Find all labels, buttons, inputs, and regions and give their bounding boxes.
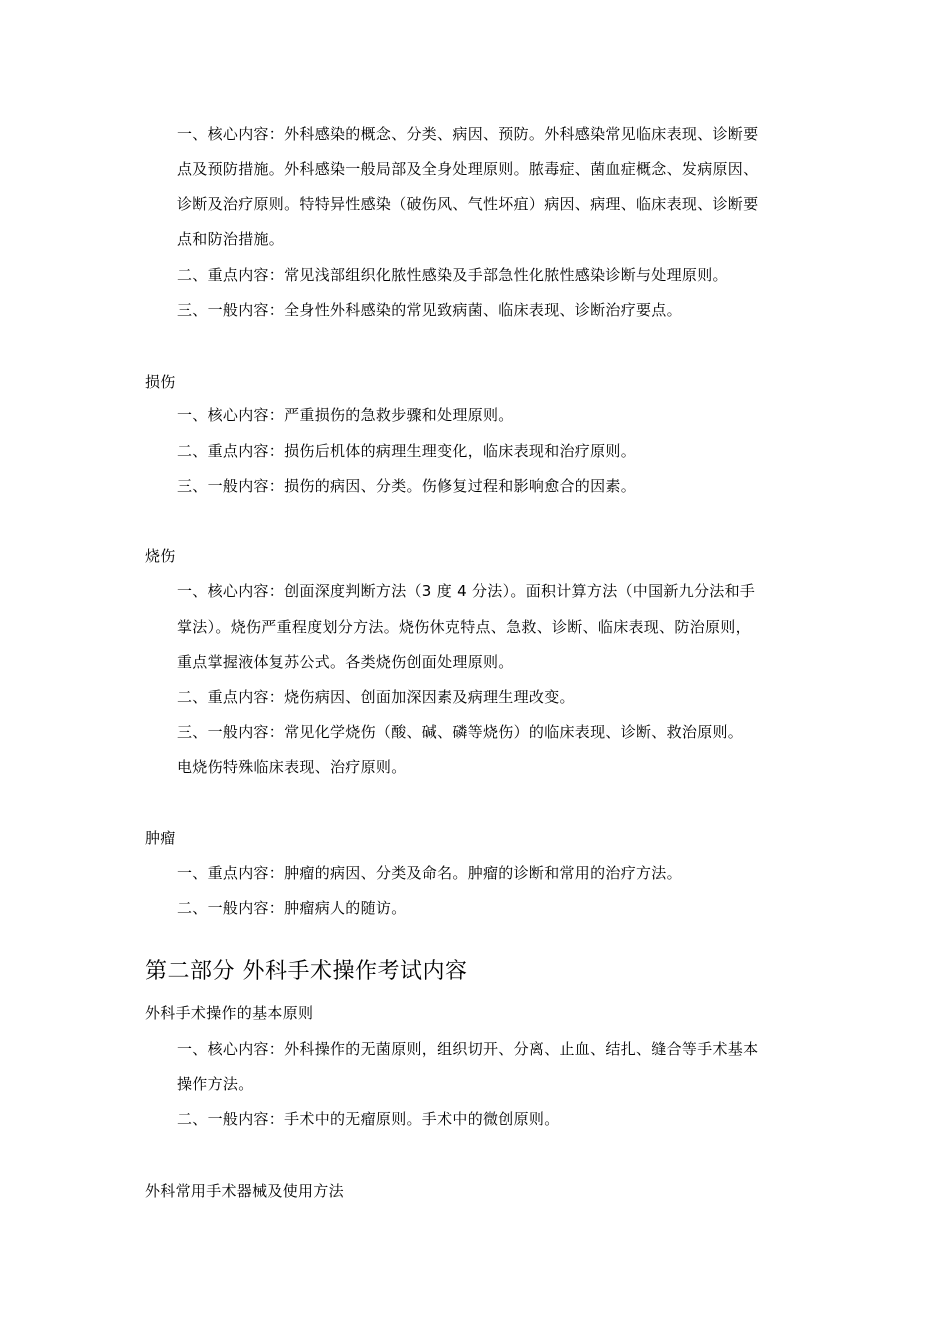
injury-key: 二、重点内容：损伤后机体的病理生理变化，临床表现和治疗原则。 [177, 442, 637, 460]
infection-core-line-3: 诊断及治疗原则。特特异性感染（破伤风、气性坏疽）病因、病理、临床表现、诊断要 [177, 195, 759, 213]
burn-heading: 烧伤 [145, 547, 176, 565]
principles-general: 二、一般内容：手术中的无瘤原则。手术中的微创原则。 [177, 1110, 560, 1128]
infection-general: 三、一般内容：全身性外科感染的常见致病菌、临床表现、诊断治疗要点。 [177, 301, 682, 319]
injury-heading: 损伤 [145, 373, 176, 391]
burn-core-line-3: 重点掌握液体复苏公式。各类烧伤创面处理原则。 [177, 653, 514, 671]
injury-general: 三、一般内容：损伤的病因、分类。伤修复过程和影响愈合的因素。 [177, 477, 637, 495]
injury-core: 一、核心内容：严重损伤的急救步骤和处理原则。 [177, 406, 514, 424]
tumor-general: 二、一般内容：肿瘤病人的随访。 [177, 899, 407, 917]
instruments-heading: 外科常用手术器械及使用方法 [145, 1182, 344, 1200]
infection-core-line-4: 点和防治措施。 [177, 230, 285, 248]
part2-heading: 第二部分 外科手术操作考试内容 [145, 959, 468, 984]
tumor-heading: 肿瘤 [145, 829, 176, 847]
burn-general-line-2: 电烧伤特殊临床表现、治疗原则。 [177, 758, 407, 776]
principles-heading: 外科手术操作的基本原则 [145, 1004, 314, 1022]
burn-general-line-1: 三、一般内容：常见化学烧伤（酸、碱、磷等烧伤）的临床表现、诊断、救治原则。 [177, 723, 744, 741]
principles-core-line-2: 操作方法。 [177, 1075, 254, 1093]
burn-core-line-1: 一、核心内容：创面深度判断方法（3 度 4 分法）。面积计算方法（中国新九分法和手 [177, 582, 756, 600]
infection-core-line-1: 一、核心内容：外科感染的概念、分类、病因、预防。外科感染常见临床表现、诊断要 [177, 125, 759, 143]
burn-core-line-2: 掌法）。烧伤严重程度划分方法。烧伤休克特点、急救、诊断、临床表现、防治原则， [177, 618, 751, 636]
tumor-key: 一、重点内容：肿瘤的病因、分类及命名。肿瘤的诊断和常用的治疗方法。 [177, 864, 682, 882]
infection-core-line-2: 点及预防措施。外科感染一般局部及全身处理原则。脓毒症、菌血症概念、发病原因、 [177, 160, 759, 178]
principles-core-line-1: 一、核心内容：外科操作的无菌原则，组织切开、分离、止血、结扎、缝合等手术基本 [177, 1040, 759, 1058]
infection-key: 二、重点内容：常见浅部组织化脓性感染及手部急性化脓性感染诊断与处理原则。 [177, 266, 728, 284]
burn-key: 二、重点内容：烧伤病因、创面加深因素及病理生理改变。 [177, 688, 575, 706]
